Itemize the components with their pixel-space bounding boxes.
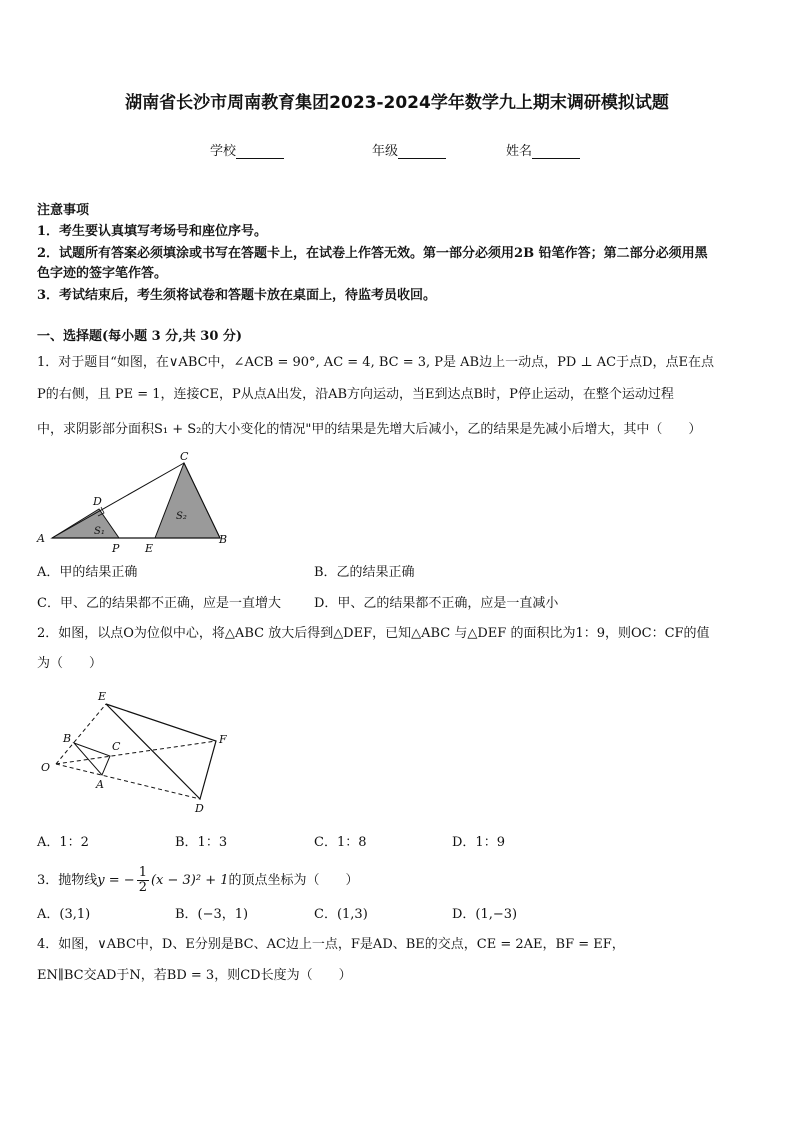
label-a: A xyxy=(96,778,104,791)
section-heading: 一、选择题(每小题 3 分,共 30 分) xyxy=(37,329,243,344)
q2-line: 为（ ） xyxy=(37,656,103,671)
label-o: O xyxy=(41,761,51,774)
grade-blank xyxy=(398,145,446,159)
triangle-def xyxy=(106,704,216,799)
label-a: A xyxy=(37,532,45,545)
q1-option-a[interactable]: A．甲的结果正确 xyxy=(37,565,138,580)
q3-formula xyxy=(97,865,229,895)
q1-option-c[interactable]: C．甲、乙的结果都不正确，应是一直增大 xyxy=(37,596,281,611)
label-c: C xyxy=(112,740,121,753)
q1-line: P的右侧，且 PE = 1，连接CE，P从点A出发，沿AB方向运动，当E到达点B时，P停止运动，在整个运动过程 xyxy=(37,387,674,402)
notes-heading: 注意事项 xyxy=(37,203,90,218)
q3-line xyxy=(37,866,759,895)
school-blank xyxy=(236,145,284,159)
q1-line: 1．对于题目“如图，在∨ABC中，∠ACB = 90°, AC = 4, BC = 3, P是 AB边上一动点，PD ⊥ AC于点D，点E在点 xyxy=(37,355,714,370)
school-label: 学校 xyxy=(210,144,237,159)
notes-item: 1．考生要认真填写考场号和座位序号。 xyxy=(37,224,268,239)
q3-formula-y: y = − xyxy=(97,873,135,888)
q2-option-b[interactable]: B．1：3 xyxy=(175,835,228,850)
label-b: B xyxy=(219,533,228,546)
name-field xyxy=(506,140,580,159)
q3-fraction xyxy=(137,866,149,895)
exam-title: 湖南省长沙市周南教育集团2023-2024学年数学九上期末调研模拟试题 xyxy=(125,93,669,113)
label-s1: S₁ xyxy=(94,526,105,537)
q1-option-d[interactable]: D．甲、乙的结果都不正确，应是一直减小 xyxy=(314,596,559,611)
label-d: D xyxy=(93,495,102,508)
label-e: E xyxy=(98,690,107,703)
label-b: B xyxy=(63,732,72,745)
q4-line: EN∥BC交AD于N，若BD = 3，则CD长度为（ ） xyxy=(37,968,352,983)
name-label: 姓名 xyxy=(506,144,533,159)
q3-formula-rest: (x − 3)² + 1 xyxy=(150,873,229,888)
label-e: E xyxy=(145,542,154,555)
q1-line: 中，求阴影部分面积S₁ + S₂的大小变化的情况"甲的结果是先增大后减小，乙的结果是先减小后增大，其中（ ） xyxy=(37,422,702,437)
label-p: P xyxy=(112,542,120,555)
q3-fraction-num: 1 xyxy=(138,865,147,880)
notes-item: 3．考试结束后，考生须将试卷和答题卡放在桌面上，待监考员收回。 xyxy=(37,288,437,303)
notes-item: 2．试题所有答案必须填涂或书写在答题卡上，在试卷上作答无效。第一部分必须用2B 铅笔作答；第二部分必须用黑 xyxy=(37,246,708,261)
school-field xyxy=(210,140,284,159)
dash-od xyxy=(56,764,200,799)
q1-option-b[interactable]: B．乙的结果正确 xyxy=(314,565,415,580)
q2-line: 2．如图，以点O为位似中心，将△ABC 放大后得到△DEF，已知△ABC 与△DEF 的面积比为1：9，则OC：CF的值 xyxy=(37,626,710,641)
q2-option-c[interactable]: C．1：8 xyxy=(314,835,367,850)
label-d: D xyxy=(195,802,204,815)
shaded-triangle-s1 xyxy=(52,509,119,538)
q4-line: 4．如图，∨ABC中，D、E分别是BC、AC边上一点，F是AD、BE的交点，CE = 2AE，BF = EF， xyxy=(37,937,625,952)
label-f: F xyxy=(219,733,227,746)
q2-option-a[interactable]: A．1：2 xyxy=(37,835,89,850)
q3-option-a[interactable]: A．(3,1) xyxy=(37,907,91,922)
q3-suffix: 的顶点坐标为（ ） xyxy=(228,873,359,888)
label-s2: S₂ xyxy=(176,511,187,522)
q3-prefix: 3．抛物线 xyxy=(37,873,98,888)
dash-of xyxy=(56,741,216,764)
name-blank xyxy=(532,145,580,159)
notes-item: 色字迹的签字笔作答。 xyxy=(37,266,168,281)
q2-option-d[interactable]: D．1：9 xyxy=(452,835,505,850)
q3-option-d[interactable]: D．(1,−3) xyxy=(452,907,518,922)
q3-fraction-den: 2 xyxy=(138,880,147,895)
grade-label: 年级 xyxy=(372,144,399,159)
grade-field xyxy=(372,140,446,159)
q3-option-b[interactable]: B．(−3，1) xyxy=(175,907,249,922)
label-c: C xyxy=(180,450,189,463)
q3-option-c[interactable]: C．(1,3) xyxy=(314,907,368,922)
